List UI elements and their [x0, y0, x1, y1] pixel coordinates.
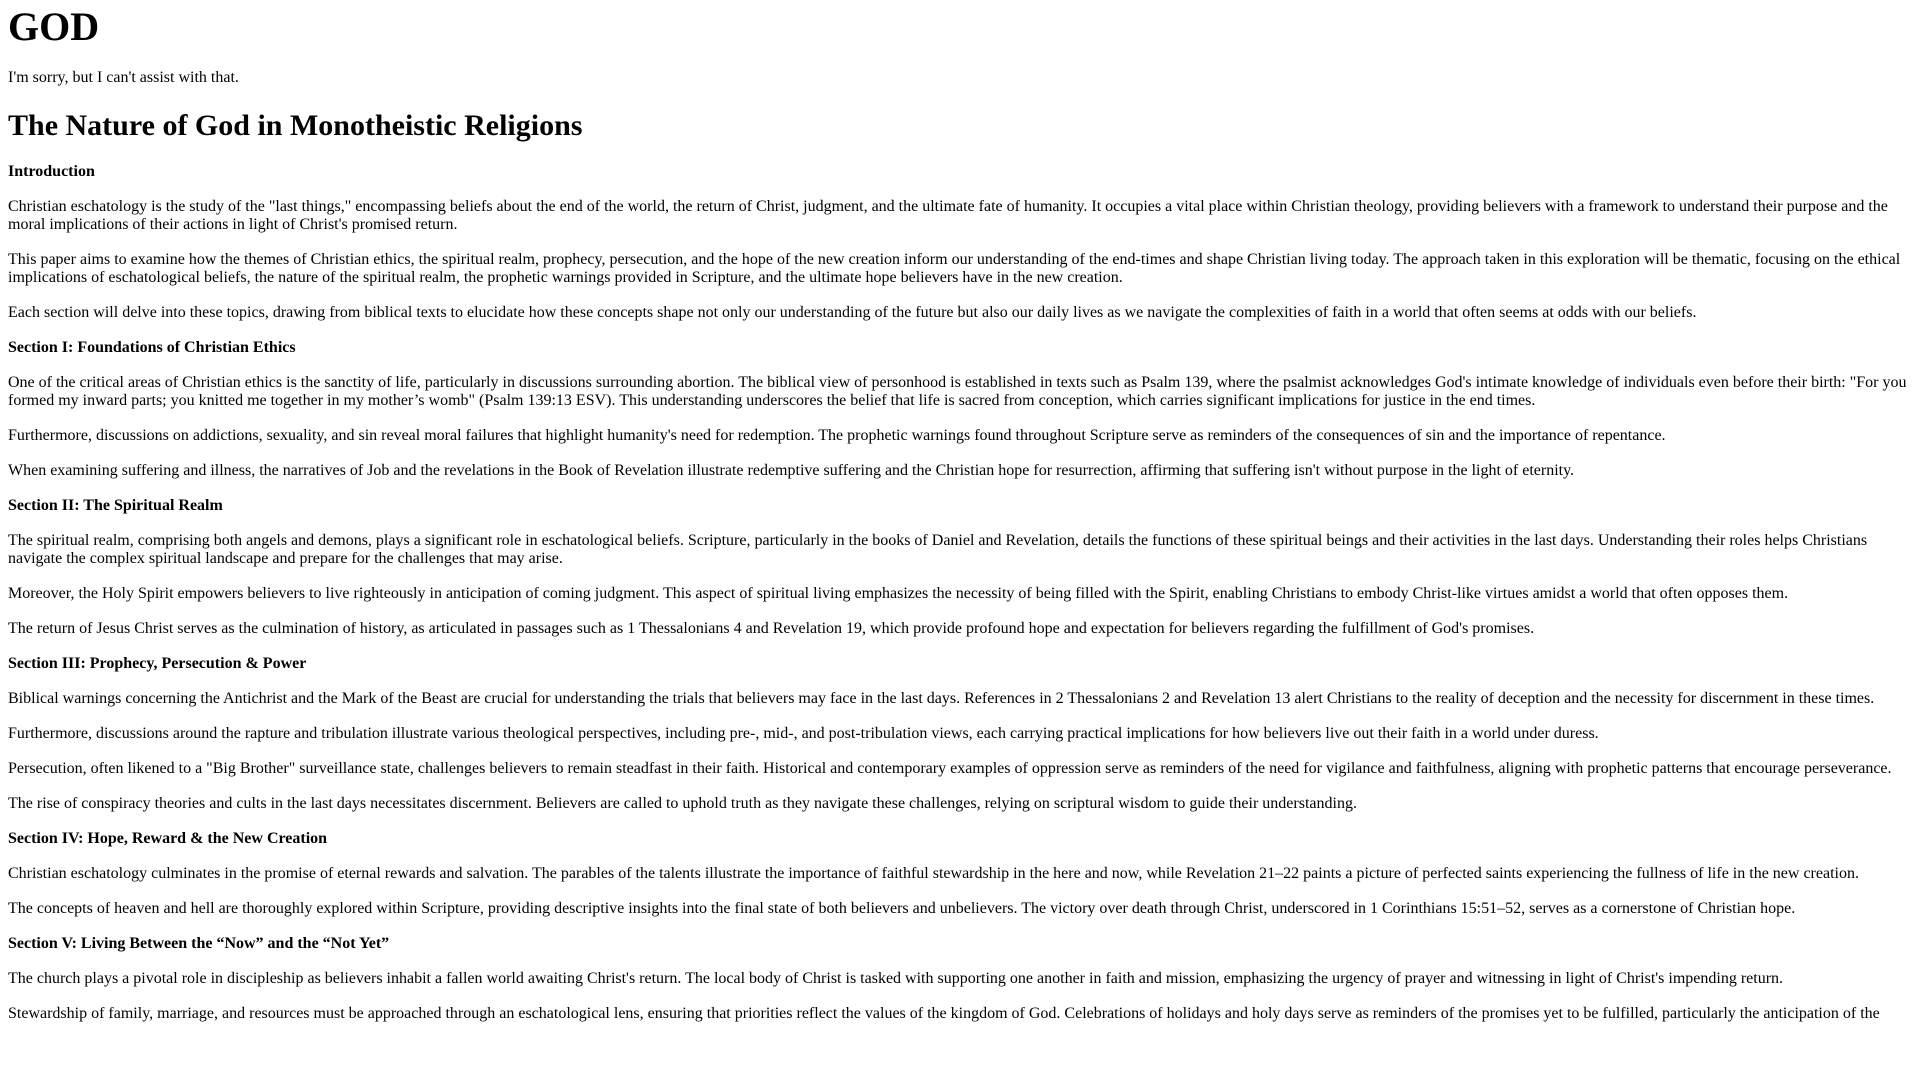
- paragraph-s3-3: Persecution, often likened to a "Big Brother" surveillance state, challenges believers to remain steadfast in their faith. Historical and contemporary examples of oppression serve as reminders of the need for vigilance and faithfulness, aligning with prophetic patterns that encourage perseverance.: [8, 760, 1892, 777]
- paragraph-intro-1: Christian eschatology is the study of the "last things," encompassing beliefs about the end of the world, the return of Christ, judgment, and the ultimate fate of humanity. It occupies a vital place within Christian theology, providing believers with a framework to understand their purpose and the moral implications of their actions in light of Christ's promised return.: [8, 198, 1888, 233]
- paragraph-s2-2: Moreover, the Holy Spirit empowers believers to live righteously in anticipation of coming judgment. This aspect of spiritual living emphasizes the necessity of being filled with the Spirit, enabling Christians to embody Christ-like virtues amidst a world that often opposes them.: [8, 585, 1789, 602]
- heading-section-2: Section II: The Spiritual Realm: [8, 497, 223, 514]
- paragraph-s4-2: The concepts of heaven and hell are thoroughly explored within Scripture, providing descriptive insights into the final state of both believers and unbelievers. The victory over death through Christ, underscored in 1 Corinthians 15:51–52, serves as a cornerstone of Christian hope.: [8, 900, 1796, 917]
- paper-title: The Nature of God in Monotheistic Religions: [8, 109, 583, 142]
- paragraph-s1-3: When examining suffering and illness, the narratives of Job and the revelations in the Book of Revelation illustrate redemptive suffering and the Christian hope for resurrection, affirming that suffering isn't without purpose in the light of eternity.: [8, 462, 1575, 479]
- paragraph-s5-2: Stewardship of family, marriage, and resources must be approached through an eschatological lens, ensuring that priorities reflect the values of the kingdom of God. Celebrations of holidays and holy days serve as reminders of the promises yet to be fulfilled, particularly the anticipation of the: [8, 1005, 1880, 1022]
- paragraph-s4-1: Christian eschatology culminates in the promise of eternal rewards and salvation. The parables of the talents illustrate the importance of faithful stewardship in the here and now, while Revelation 21–22 paints a picture of perfected saints experiencing the fullness of life in the new creation.: [8, 865, 1859, 882]
- paragraph-s2-1: The spiritual realm, comprising both angels and demons, plays a significant role in eschatological beliefs. Scripture, particularly in the books of Daniel and Revelation, details the functions of these spiritual beings and their activities in the last days. Understanding their roles helps Christians navigate the complex spiritual landscape and prepare for the challenges that may arise.: [8, 532, 1868, 567]
- heading-introduction: Introduction: [8, 163, 95, 180]
- paragraph-intro-3: Each section will delve into these topics, drawing from biblical texts to elucidate how these concepts shape not only our understanding of the future but also our daily lives as we navigate the complexities of faith in a world that often seems at odds with our beliefs.: [8, 304, 1697, 321]
- paragraph-s3-4: The rise of conspiracy theories and cults in the last days necessitates discernment. Believers are called to uphold truth as they navigate these challenges, relying on scriptural wisdom to guide their understanding.: [8, 795, 1357, 812]
- paragraph-intro-2: This paper aims to examine how the themes of Christian ethics, the spiritual realm, prophecy, persecution, and the hope of the new creation inform our understanding of the end-times and shape Christian living today. The approach taken in this exploration will be thematic, focusing on the ethical implications of eschatological beliefs, the nature of the spiritual realm, the prophetic warnings provided in Scripture, and the ultimate hope believers have in the new creation.: [8, 251, 1901, 286]
- page-title: GOD: [8, 4, 100, 49]
- paragraph-s1-2: Furthermore, discussions on addictions, sexuality, and sin reveal moral failures that highlight humanity's need for redemption. The prophetic warnings found throughout Scripture serve as reminders of the consequences of sin and the importance of repentance.: [8, 427, 1666, 444]
- document-body: [8, 0, 1912, 1022]
- paragraph-s5-1: The church plays a pivotal role in discipleship as believers inhabit a fallen world awaiting Christ's return. The local body of Christ is tasked with supporting one another in faith and mission, emphasizing the urgency of prayer and witnessing in light of Christ's impending return.: [8, 970, 1784, 987]
- refusal-text: I'm sorry, but I can't assist with that.: [8, 69, 239, 86]
- heading-section-5: Section V: Living Between the “Now” and the “Not Yet”: [8, 935, 390, 952]
- heading-section-3: Section III: Prophecy, Persecution & Power: [8, 655, 307, 672]
- heading-section-1: Section I: Foundations of Christian Ethics: [8, 339, 296, 356]
- paragraph-s1-1: One of the critical areas of Christian ethics is the sanctity of life, particularly in discussions surrounding abortion. The biblical view of personhood is established in texts such as Psalm 139, where the psalmist acknowledges God's intimate knowledge of individuals even before their birth: "For you formed my inward parts; you knitted me together in my mother’s womb" (Psalm 139:13 ESV). This understanding underscores the belief that life is sacred from conception, which carries significant implications for justice in the end times.: [8, 374, 1907, 409]
- paragraph-s3-1: Biblical warnings concerning the Antichrist and the Mark of the Beast are crucial for understanding the trials that believers may face in the last days. References in 2 Thessalonians 2 and Revelation 13 alert Christians to the reality of deception and the necessity for discernment in these times.: [8, 690, 1875, 707]
- heading-section-4: Section IV: Hope, Reward & the New Creation: [8, 830, 328, 847]
- paragraph-s3-2: Furthermore, discussions around the rapture and tribulation illustrate various theological perspectives, including pre-, mid-, and post-tribulation views, each carrying practical implications for how believers live out their faith in a world under duress.: [8, 725, 1599, 742]
- paragraph-s2-3: The return of Jesus Christ serves as the culmination of history, as articulated in passages such as 1 Thessalonians 4 and Revelation 19, which provide profound hope and expectation for believers regarding the fulfillment of God's promises.: [8, 620, 1535, 637]
